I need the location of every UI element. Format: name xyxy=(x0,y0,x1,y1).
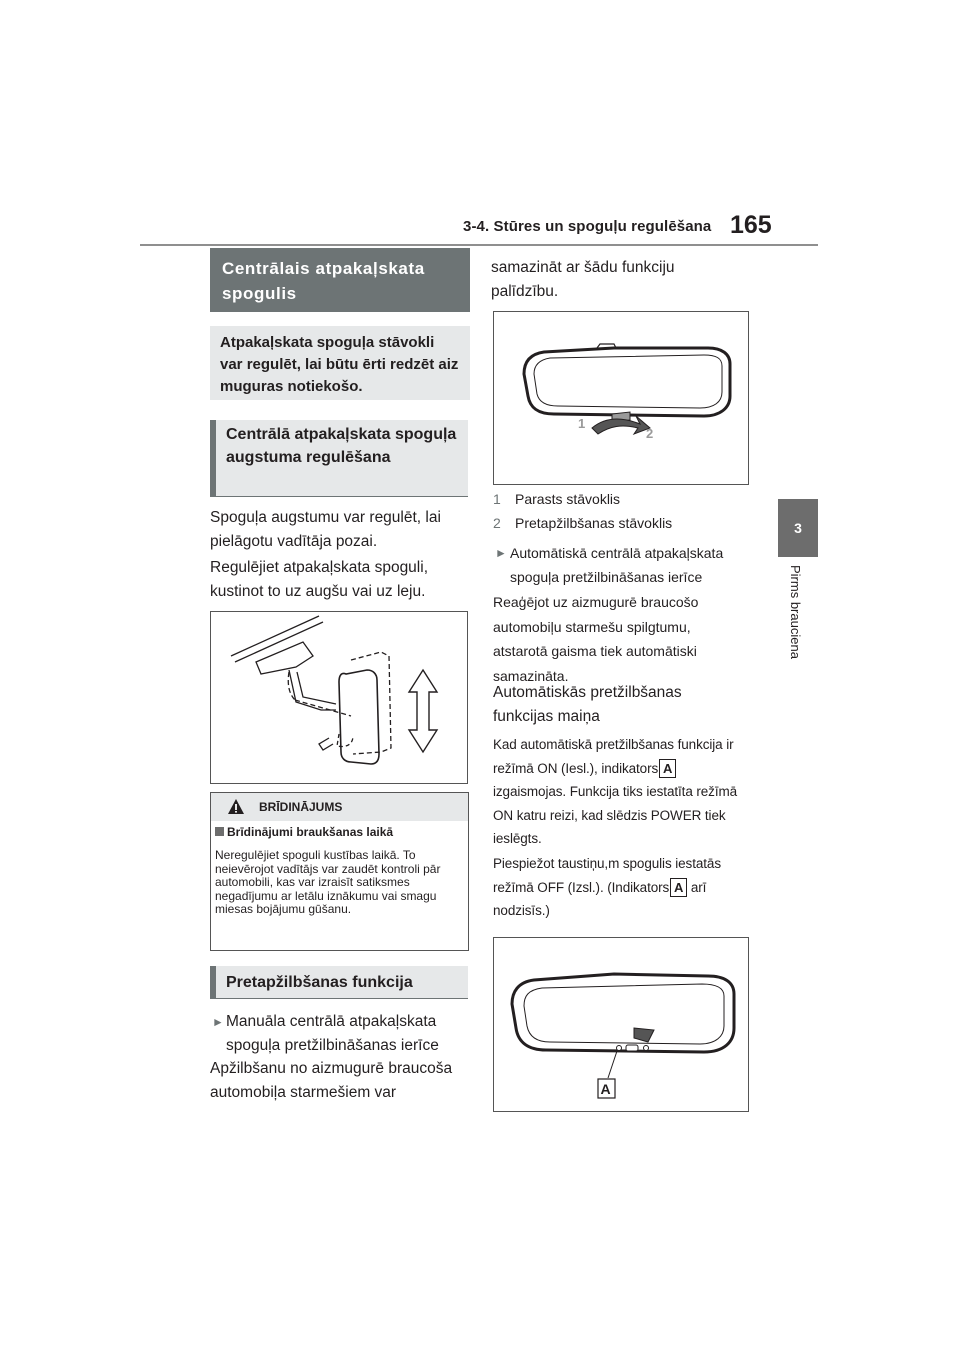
mirror-height-illustration xyxy=(211,612,467,783)
warning-subtitle: Brīdinājumi braukšanas laikā xyxy=(227,825,394,839)
mirror-tilt-illustration xyxy=(494,312,748,484)
list-text: Parasts stāvoklis xyxy=(515,491,621,507)
manual-item-text: Manuāla centrālā atpakaļskata spoguļa pretžilbināšanas ierīce xyxy=(226,1013,439,1054)
chapter-label: Pirms brauciena xyxy=(788,565,803,659)
warning-text: Neregulējiet spoguli kustības laikā. To neievērojot vadītājs var zaudēt kontroli pār automobili, kas var izraisīt satiksmes negadījumu ar letālu iznākumu vai smagu miesas bojājumu gūšanu. xyxy=(215,848,441,917)
warning-header xyxy=(211,793,468,821)
lever-arrow-icon xyxy=(592,416,650,434)
section-title: 3-4. Stūres un spoguļu regulēšana xyxy=(463,218,712,235)
list-item-1 xyxy=(493,487,620,511)
fig-label-a: A xyxy=(600,1081,611,1097)
switch-p1-text: Kad automātiskā pretžilbšanas funkcija ir režīmā ON (Iesl.), indikators xyxy=(493,737,734,776)
list-number: 1 xyxy=(493,491,501,507)
warning-subtitle-row xyxy=(215,825,393,839)
switch-paragraph-2 xyxy=(493,852,747,923)
list-item-2 xyxy=(493,511,672,535)
fig-label-2: 2 xyxy=(646,426,654,441)
continued-paragraph: samazināt ar šādu funkciju palīdzību. xyxy=(491,259,675,300)
header-rule xyxy=(140,244,818,246)
arrow-bullet-icon: ► xyxy=(495,546,507,560)
page-number: 165 xyxy=(730,211,772,239)
switch-p1-cont: izgaismojas. Funkcija tiks iestatīta režīmā ON katru reizi, kad slēdzis POWER tiek ieslēgts. xyxy=(493,784,738,846)
height-paragraph-1: Spoguļa augstumu var regulēt, lai pielāgotu vadītāja pozai. xyxy=(210,509,441,550)
chapter-tab: 3 xyxy=(778,499,818,557)
switch-heading: Automātiskās pretžilbšanas funkcijas maiņa xyxy=(493,684,682,725)
warning-icon xyxy=(227,798,245,815)
auto-mirror-illustration xyxy=(494,938,748,1111)
auto-mirror-figure xyxy=(493,937,749,1112)
switch-paragraph-1 xyxy=(493,733,747,851)
auto-item xyxy=(493,541,743,589)
warning-title: BRĪDINĀJUMS xyxy=(259,800,343,814)
warning-box xyxy=(210,792,469,951)
auto-paragraph: Reaģējot uz aizmugurē braucošo automobiļu starmešu spilgtumu, atstarotā gaisma tiek automātiski samazināta. xyxy=(493,594,699,684)
height-adjust-heading: Centrālā atpakaļskata spoguļa augstuma regulēšana xyxy=(210,420,468,497)
indicator-a-badge: A xyxy=(659,759,676,778)
switch-p2-end: arī nodzisīs.) xyxy=(493,879,707,918)
main-heading: Centrālais atpakaļskata spogulis xyxy=(210,248,470,312)
indicator-a-badge: A xyxy=(670,878,687,897)
list-number: 2 xyxy=(493,515,501,531)
manual-paragraph: Apžilbšanu no aizmugurē braucoša automobiļa starmešiem var xyxy=(210,1060,453,1101)
height-paragraph-2: Regulējiet atpakaļskata spoguli, kustinot to uz augšu vai uz leju. xyxy=(210,559,428,600)
auto-item-text: Automātiskā centrālā atpakaļskata spoguļa pretžilbināšanas ierīce xyxy=(510,545,724,585)
mirror-height-figure xyxy=(210,611,468,784)
switch-p2-text: Piespiežot taustiņu,m spogulis iestatās režīmā OFF (Izsl.). (Indikators xyxy=(493,856,721,895)
fig-label-1: 1 xyxy=(578,416,586,431)
up-down-arrow-icon xyxy=(409,670,437,752)
mirror-tilt-figure xyxy=(493,311,749,485)
anti-glare-heading: Pretapžilbšanas funkcija xyxy=(210,966,468,999)
arrow-bullet-icon: ► xyxy=(212,1015,224,1029)
manual-item xyxy=(210,1010,470,1058)
list-text: Pretapžilbšanas stāvoklis xyxy=(515,515,673,531)
square-bullet-icon xyxy=(215,827,224,836)
intro-box: Atpakaļskata spoguļa stāvokli var regulēt, lai būtu ērti redzēt aiz muguras notiekošo. xyxy=(210,326,470,400)
